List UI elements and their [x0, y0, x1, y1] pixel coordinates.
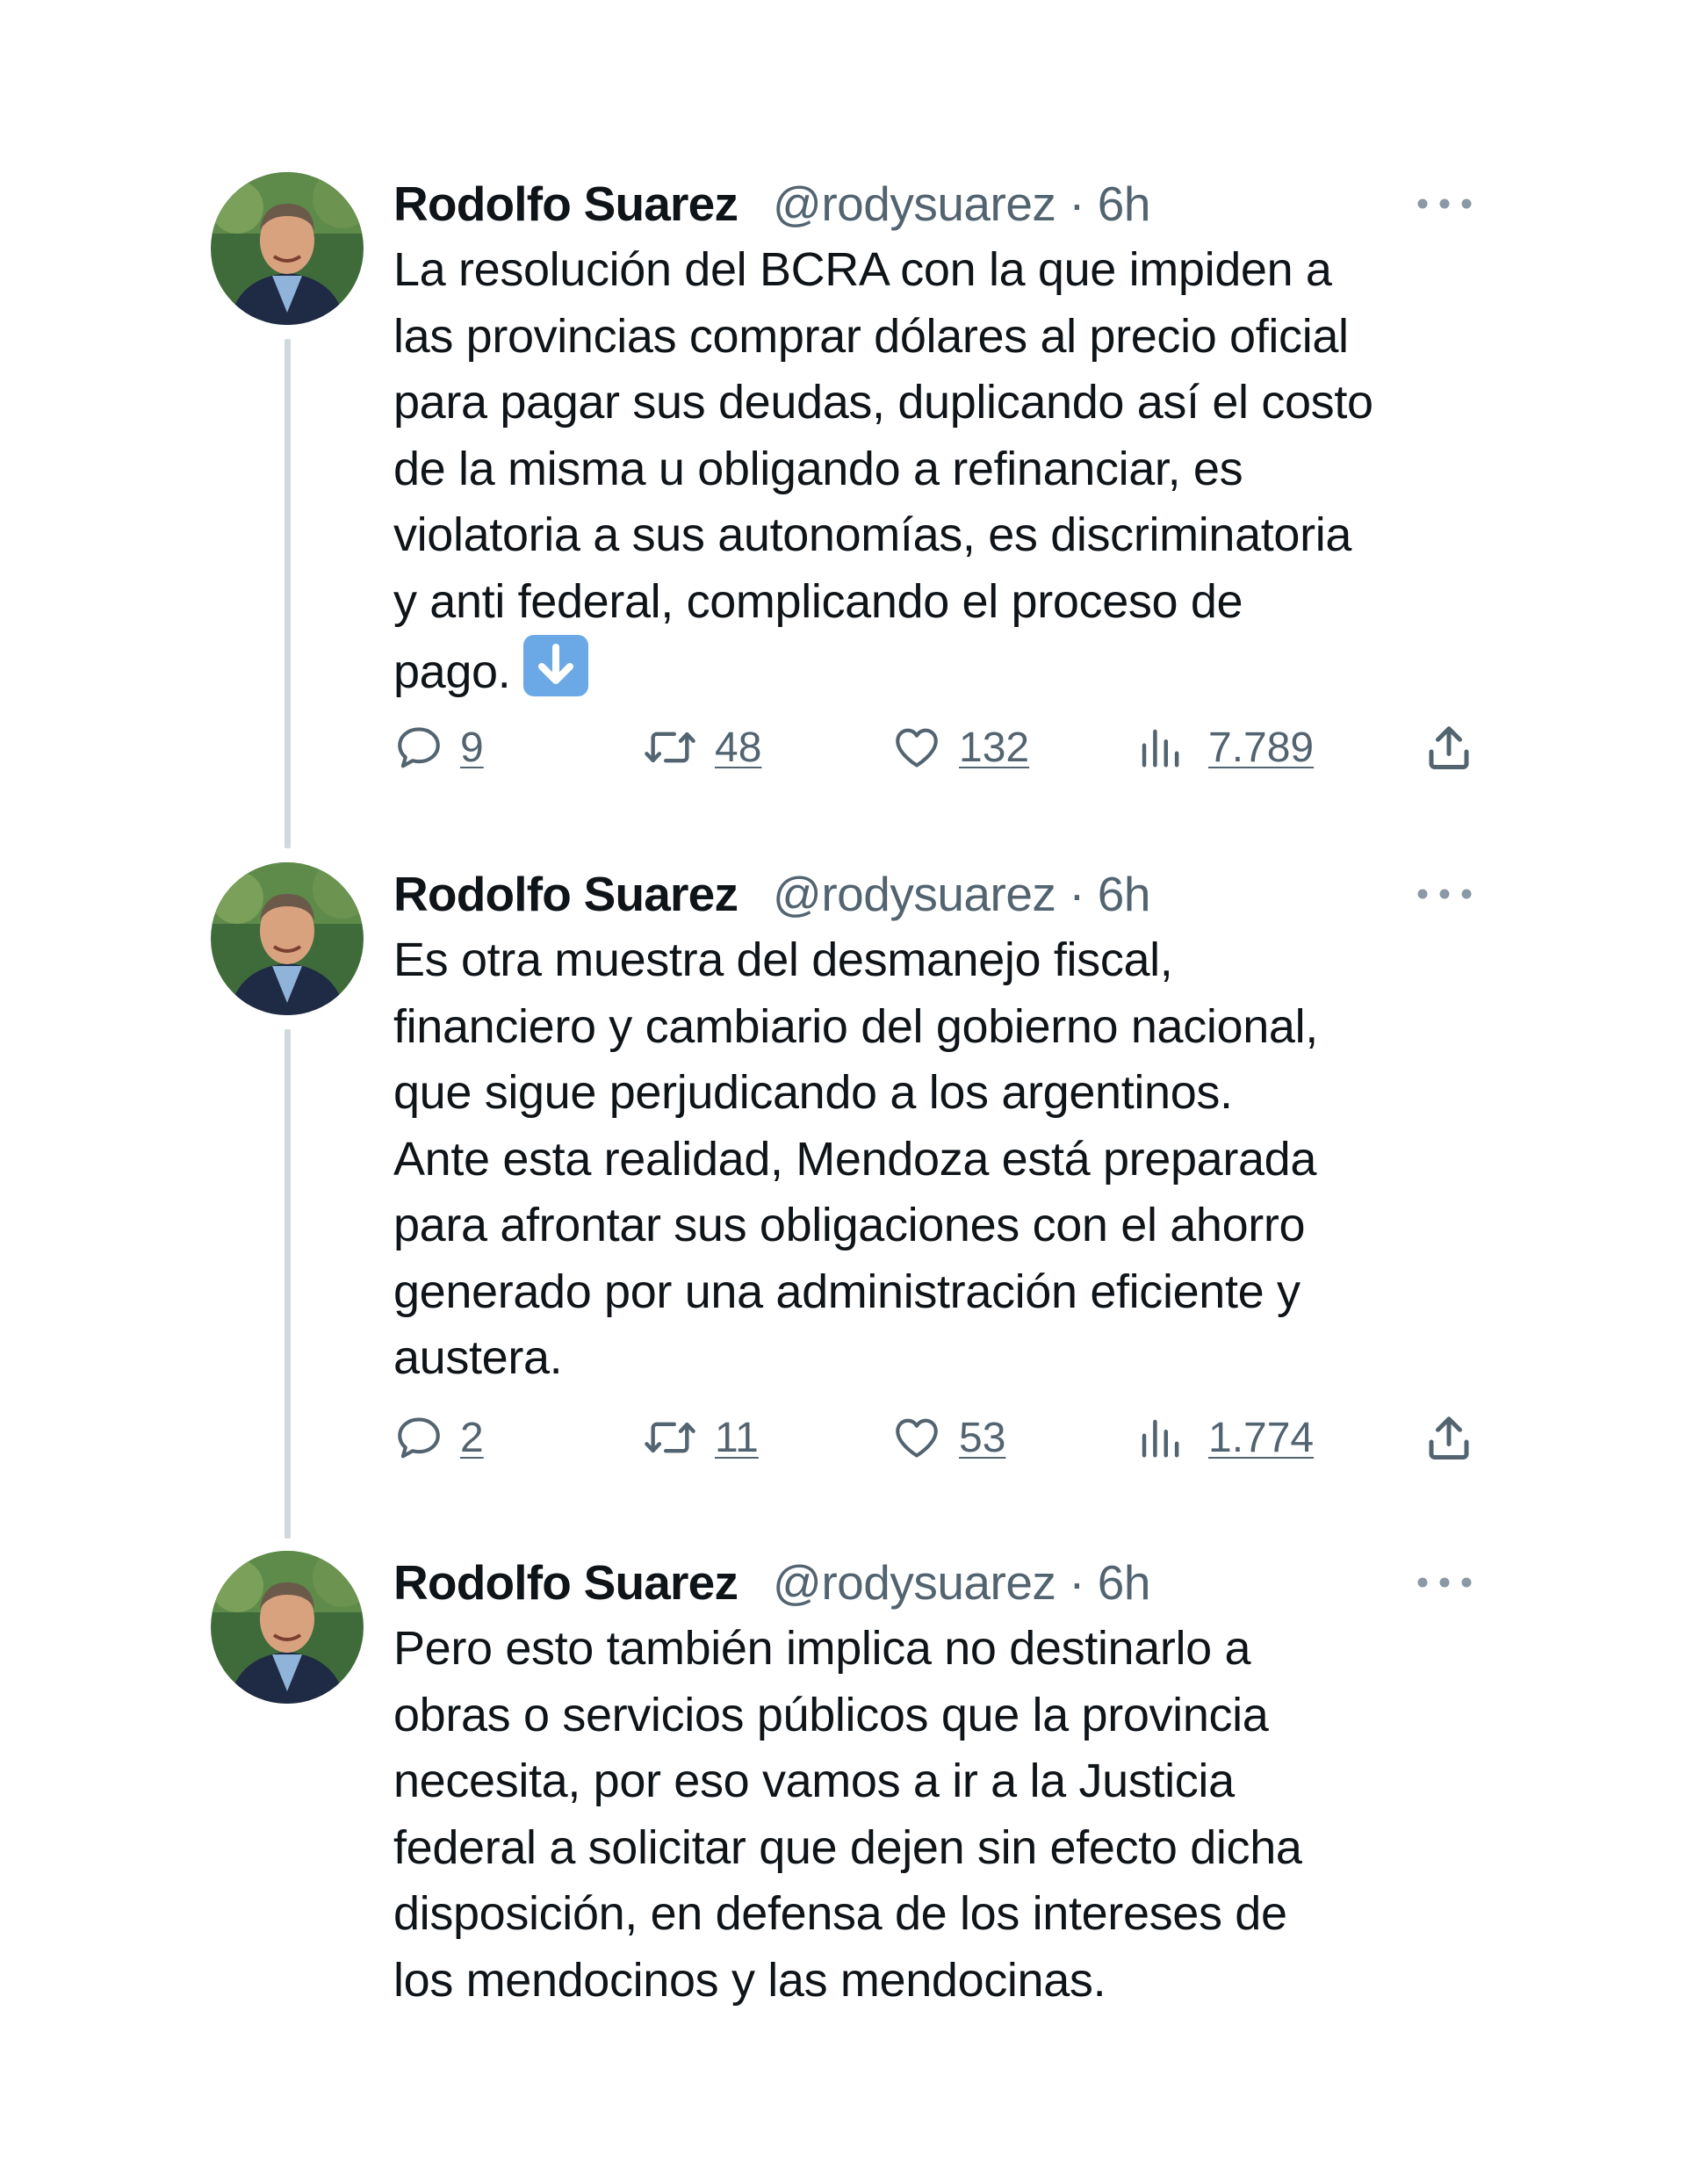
author-meta	[773, 1551, 1150, 1614]
tweet-text-fragment: pago.	[393, 645, 511, 698]
author-handle[interactable]: @rodysuarez	[773, 1555, 1056, 1610]
tweet-time[interactable]: 6h	[1097, 1555, 1150, 1610]
views-chart-icon	[1136, 1412, 1184, 1463]
author-name[interactable]: Rodolfo Suarez	[393, 1555, 739, 1610]
tweet-text-line: necesita, por eso vamos a ir a la Justicia	[393, 1755, 1235, 1807]
tweet-actions	[393, 1407, 1475, 1468]
reply-button[interactable]	[393, 717, 484, 778]
author-meta	[773, 862, 1150, 926]
separator-dot: ·	[1069, 867, 1085, 921]
tweet-header	[393, 1551, 1475, 1614]
tweet-time[interactable]: 6h	[1097, 867, 1150, 921]
more-dots-icon[interactable]	[1414, 191, 1475, 216]
retweet-count[interactable]: 48	[715, 724, 762, 771]
author-handle[interactable]: @rodysuarez	[773, 177, 1056, 231]
heart-icon	[890, 1412, 943, 1463]
tweet-text-line: para pagar sus deudas, duplicando así el costo	[393, 376, 1373, 429]
share-button[interactable]	[1423, 1407, 1475, 1468]
tweet-text	[393, 1616, 1475, 2014]
separator-dot: ·	[1069, 1555, 1085, 1610]
tweet-time[interactable]: 6h	[1097, 177, 1150, 231]
separator-dot: ·	[1069, 177, 1085, 231]
tweet-text-line: disposición, en defensa de los intereses de	[393, 1887, 1287, 1940]
tweet-text	[393, 237, 1475, 706]
down-arrow-emoji	[522, 635, 589, 696]
author-meta	[773, 172, 1150, 235]
views-count[interactable]: 1.774	[1208, 1414, 1315, 1461]
tweet-text-line: austera.	[393, 1331, 563, 1384]
tweet-actions	[393, 717, 1475, 778]
thread-connector-line	[285, 339, 291, 848]
tweet-text-line: para afrontar sus obligaciones con el ahorro	[393, 1199, 1306, 1251]
retweet-icon	[641, 1412, 699, 1463]
tweet-header	[393, 172, 1475, 235]
author-name[interactable]: Rodolfo Suarez	[393, 867, 739, 921]
reply-count[interactable]: 2	[460, 1414, 484, 1461]
avatar[interactable]	[211, 862, 364, 1015]
reply-button[interactable]	[393, 1407, 484, 1468]
tweet-text-line: Es otra muestra del desmanejo fiscal,	[393, 933, 1173, 986]
author-handle[interactable]: @rodysuarez	[773, 867, 1056, 921]
author-name[interactable]: Rodolfo Suarez	[393, 177, 739, 231]
views-count[interactable]: 7.789	[1208, 724, 1315, 771]
retweet-count[interactable]: 11	[715, 1414, 759, 1461]
tweet-content	[393, 862, 1475, 1461]
more-dots-icon[interactable]	[1414, 882, 1475, 906]
like-count[interactable]: 132	[959, 724, 1030, 771]
tweet-text-line: generado por una administración eficiente y	[393, 1265, 1301, 1318]
tweet-text-line: y anti federal, complicando el proceso de	[393, 574, 1243, 628]
tweet-content	[393, 172, 1475, 771]
tweet-content	[393, 1551, 1475, 2014]
share-upload-icon	[1423, 721, 1475, 774]
tweet-text-line: los mendocinos y las mendocinas.	[393, 1953, 1106, 2007]
share-upload-icon	[1423, 1411, 1475, 1464]
tweet-header	[393, 862, 1475, 926]
views-button[interactable]	[1136, 717, 1314, 778]
tweet-text-line: que sigue perjudicando a los argentinos.	[393, 1066, 1233, 1119]
like-count[interactable]: 53	[959, 1414, 1006, 1461]
avatar[interactable]	[211, 1551, 364, 1704]
reply-count[interactable]: 9	[460, 724, 484, 771]
retweet-button[interactable]	[641, 717, 761, 778]
views-button[interactable]	[1136, 1407, 1314, 1468]
tweet-text-line: federal a solicitar que dejen sin efecto dicha	[393, 1820, 1302, 1874]
tweet-text-line: violatoria a sus autonomías, es discriminatoria	[393, 508, 1352, 561]
avatar[interactable]	[211, 172, 364, 325]
share-button[interactable]	[1423, 717, 1475, 778]
reply-icon	[393, 1412, 444, 1463]
like-button[interactable]	[890, 717, 1029, 778]
tweet-text	[393, 927, 1475, 1392]
tweet-text-line: Ante esta realidad, Mendoza está preparada	[393, 1132, 1317, 1186]
retweet-icon	[641, 722, 699, 773]
tweet-text-line: obras o servicios públicos que la provincia	[393, 1688, 1269, 1741]
tweet-text-line: las provincias comprar dólares al precio oficial	[393, 309, 1349, 363]
tweet-text-line: de la misma u obligando a refinanciar, es	[393, 442, 1243, 495]
heart-icon	[890, 722, 943, 773]
thread-connector-line	[285, 1029, 291, 1539]
views-chart-icon	[1136, 722, 1184, 773]
tweet-text-line-last	[393, 635, 1475, 706]
tweet-text-line: financiero y cambiario del gobierno nacional,	[393, 999, 1318, 1053]
more-dots-icon[interactable]	[1414, 1570, 1475, 1595]
retweet-button[interactable]	[641, 1407, 759, 1468]
like-button[interactable]	[890, 1407, 1005, 1468]
reply-icon	[393, 722, 444, 773]
tweet-text-line: Pero esto también implica no destinarlo a	[393, 1622, 1251, 1675]
tweet-text-line: La resolución del BCRA con la que impiden a	[393, 243, 1332, 296]
